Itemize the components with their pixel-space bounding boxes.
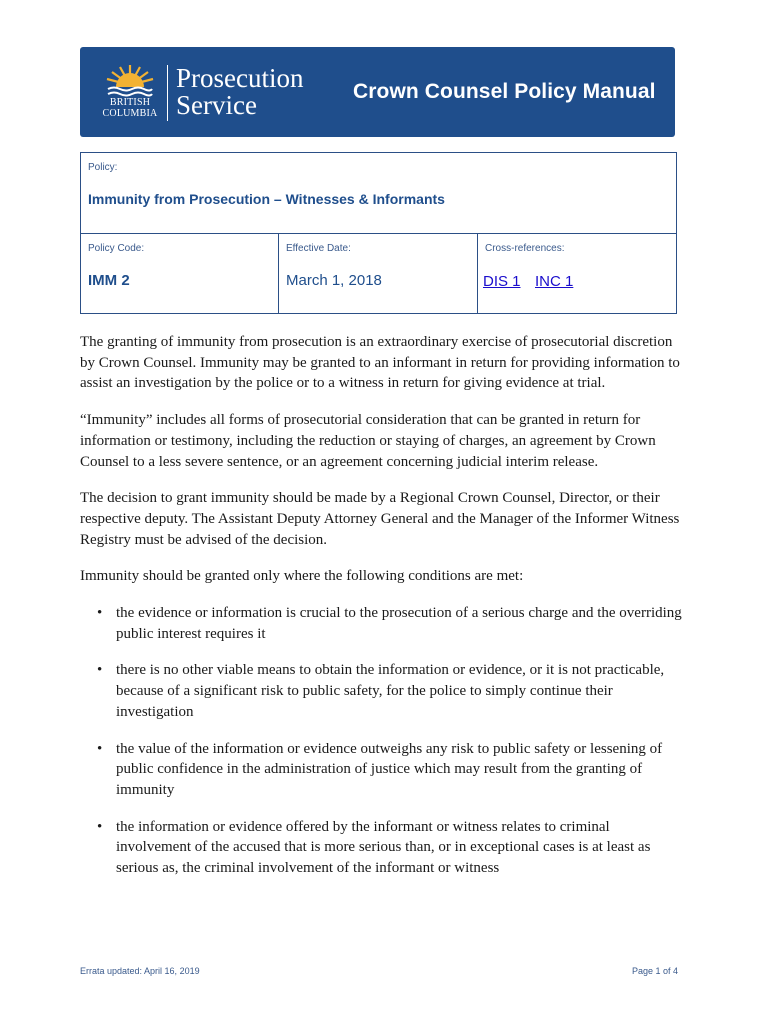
bullet-icon: • — [97, 662, 103, 679]
policy-title-row — [81, 153, 676, 234]
effective-date-cell — [279, 234, 478, 313]
logo-divider — [167, 65, 168, 121]
policy-info-table — [80, 152, 677, 314]
policy-code-cell — [81, 234, 279, 313]
brand-name: Prosecution Service — [176, 63, 304, 120]
list-item: • the information or evidence offered by the informant or witness relates to criminal involvement of the accused that is more serious than, or in exceptional cases is at least as serious as, the criminal involvement of the informant or witness — [97, 818, 651, 877]
page-number: Page 1 of 4 — [631, 966, 678, 976]
body-paragraph: “Immunity” includes all forms of prosecutorial consideration that can be granted in return for information or testimony, including the reduction or staying of charges, an agreement by Crown Counsel to a less severe sentence, or an agreement concerning judicial interim release. — [80, 412, 656, 470]
errata-note: Errata updated: April 16, 2019 — [80, 966, 200, 976]
sun-over-waves-icon — [100, 61, 160, 101]
body-paragraph: The granting of immunity from prosecution is an extraordinary exercise of prosecutorial discretion by Crown Counsel. Immunity may be granted to an informant in return for providing information to assist an investigation by the police or to a witness in return for giving evidence at trial. — [80, 334, 680, 392]
body-paragraph: Immunity should be granted only where the following conditions are met: — [80, 568, 524, 585]
effective-date-label: Effective Date: — [286, 243, 351, 254]
bullet-icon: • — [97, 818, 103, 835]
bc-logo-text: BRITISH COLUMBIA — [102, 97, 158, 119]
effective-date: March 1, 2018 — [286, 272, 382, 289]
policy-body — [80, 332, 684, 895]
list-item: • there is no other viable means to obtain the information or evidence, or it is not practicable, because of a significant risk to public safety, for the police to simply continue their investigation — [97, 662, 665, 720]
document-header — [80, 47, 675, 137]
conditions-list — [80, 603, 684, 879]
list-item: • the evidence or information is crucial to the prosecution of a serious charge and the overriding public interest requires it — [97, 605, 682, 642]
body-paragraph: The decision to grant immunity should be made by a Regional Crown Counsel, Director, or their respective deputy. The Assistant Deputy Attorney General and the Manager of the Informer Witness Registry must be advised of the decision. — [80, 490, 680, 548]
manual-title: Crown Counsel Policy Manual — [353, 80, 656, 103]
policy-title: Immunity from Prosecution – Witnesses & Informants — [88, 191, 445, 207]
list-item: • the value of the information or evidence outweighs any risk to public safety or lessening of public confidence in the administration of justice which may result from the granting of immunity — [97, 740, 663, 798]
cross-references-label: Cross-references: — [485, 243, 565, 254]
xref-link-inc1[interactable]: INC 1 — [535, 273, 574, 290]
xref-link-dis1[interactable]: DIS 1 — [483, 273, 521, 290]
bullet-icon: • — [97, 605, 103, 622]
cross-references-cell — [478, 234, 676, 313]
policy-label: Policy: — [88, 162, 118, 173]
bullet-icon: • — [97, 740, 103, 757]
policy-code-label: Policy Code: — [88, 243, 145, 254]
policy-code: IMM 2 — [88, 272, 130, 289]
